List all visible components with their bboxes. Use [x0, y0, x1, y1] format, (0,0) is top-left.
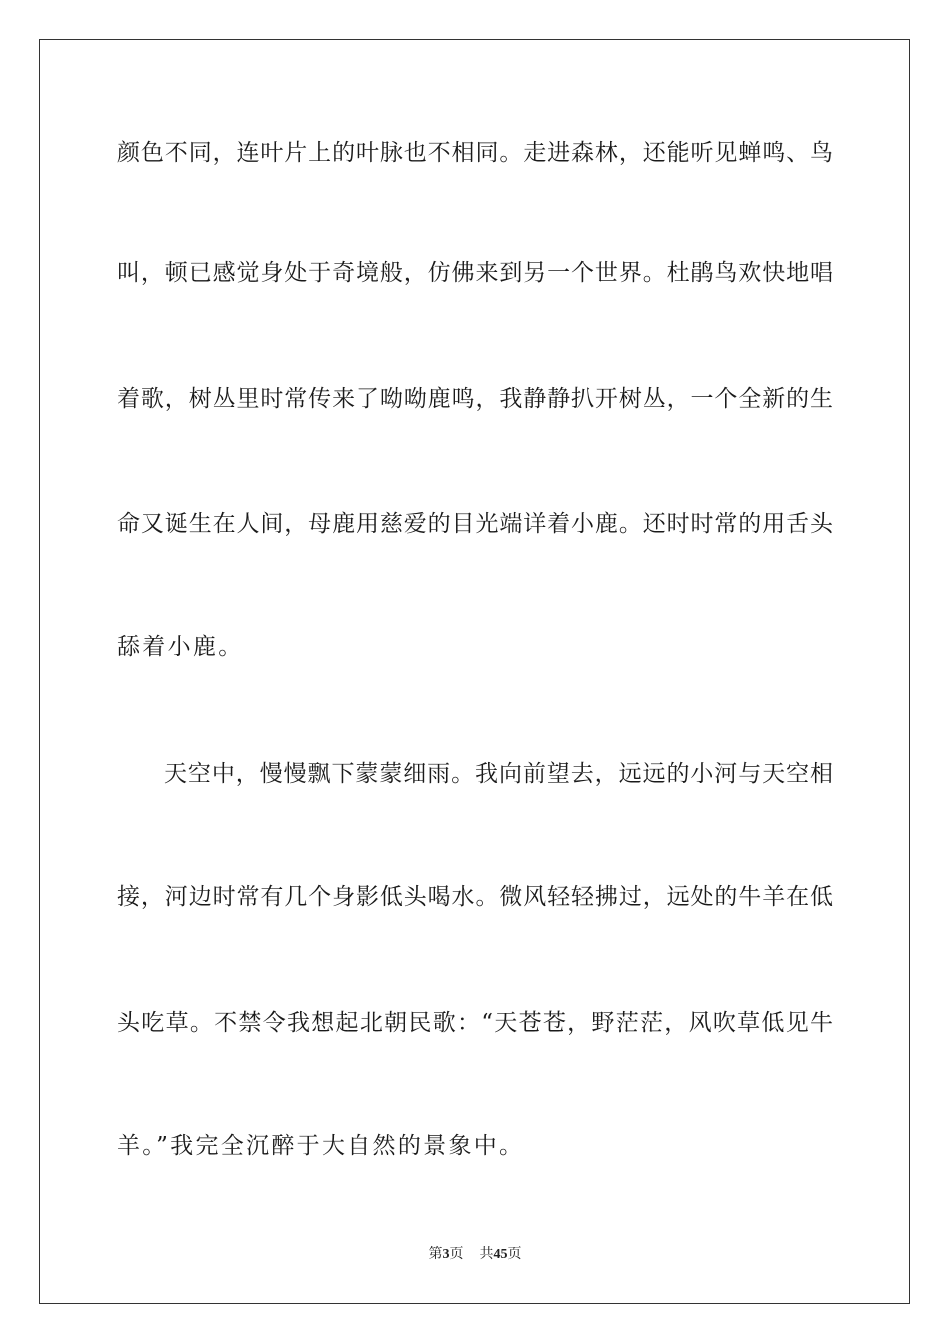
- text-line: 叫，顿已感觉身处于奇境般，仿佛来到另一个世界。杜鹃鸟欢快地唱: [117, 260, 833, 286]
- page-prefix: 第: [428, 1247, 443, 1262]
- page-border: [39, 39, 910, 1304]
- text-line: 着歌，树丛里时常传来了呦呦鹿鸣，我静静扒开树丛，一个全新的生: [117, 386, 833, 412]
- text-line: 头吃草。不禁令我想起北朝民歌：“天苍苍，野茫茫，风吹草低见牛: [117, 1010, 833, 1036]
- text-line: 命又诞生在人间，母鹿用慈爱的目光端详着小鹿。还时时常的用舌头: [117, 511, 833, 537]
- total-prefix: 共: [479, 1247, 494, 1262]
- text-line: 接，河边时常有几个身影低头喝水。微风轻轻拂过，远处的牛羊在低: [117, 884, 833, 910]
- text-line: 羊。”我完全沉醉于大自然的景象中。: [117, 1133, 525, 1159]
- text-line-indented: 天空中，慢慢飘下蒙蒙细雨。我向前望去，远远的小河与天空相: [164, 761, 833, 787]
- text-line: 颜色不同，连叶片上的叶脉也不相同。走进森林，还能听见蝉鸣、鸟: [117, 140, 833, 166]
- page-number: 3: [442, 1247, 450, 1262]
- text-line: 舔着小鹿。: [117, 634, 244, 660]
- page-footer: [0, 1246, 950, 1264]
- total-pages: 45: [493, 1247, 508, 1262]
- page-suffix: 页: [449, 1247, 464, 1262]
- total-suffix: 页: [507, 1247, 522, 1262]
